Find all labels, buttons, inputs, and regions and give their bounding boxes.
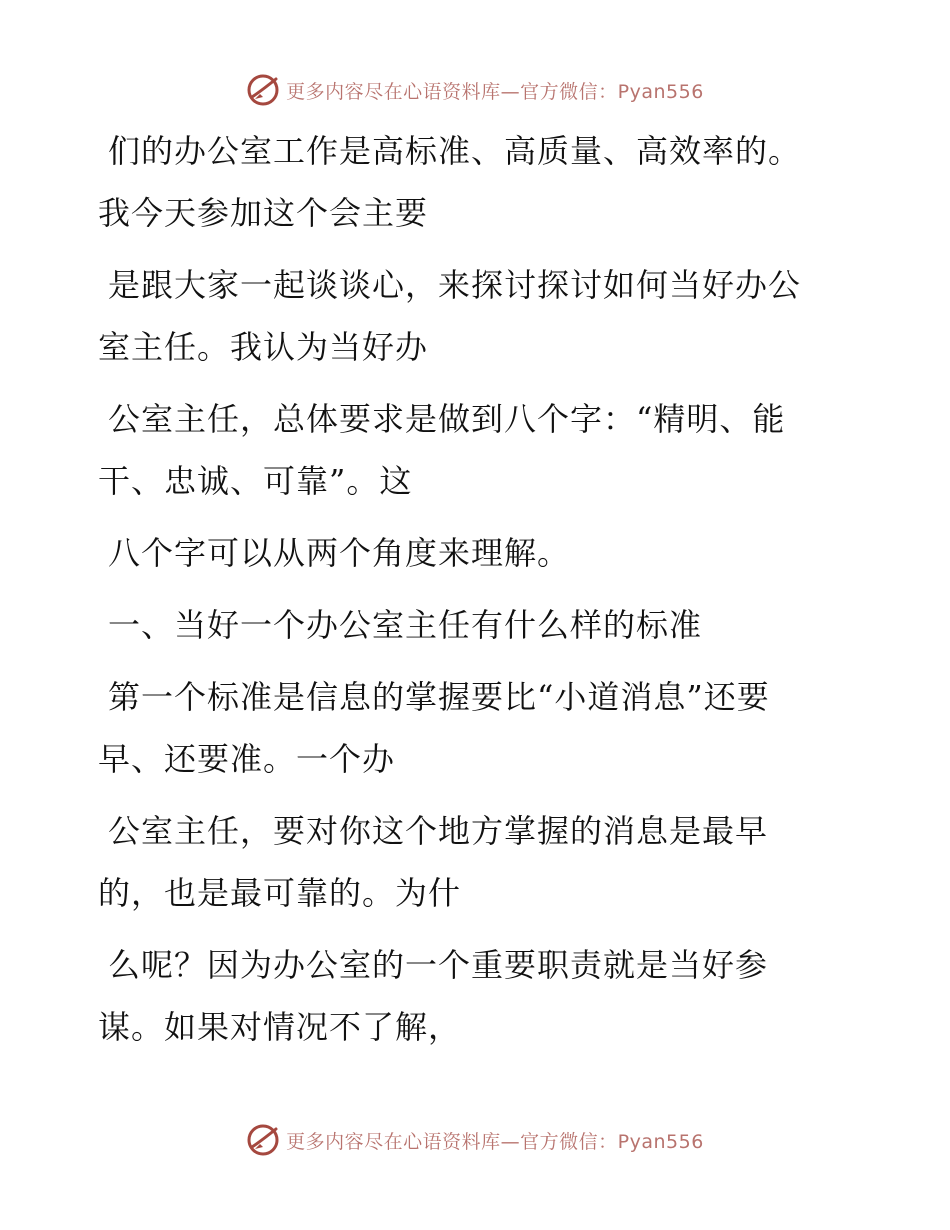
text-line: 谋。如果对情况不了解， — [98, 1008, 462, 1046]
document-body — [98, 120, 858, 1068]
text-line: 一、当好一个办公室主任有什么样的标准 — [108, 606, 703, 644]
header-banner-wechat: Pyan556 — [617, 80, 704, 103]
paragraph — [98, 120, 858, 244]
paragraph — [98, 388, 858, 512]
section-heading — [98, 594, 858, 656]
footer-banner-text — [286, 1127, 704, 1154]
pen-logo-icon — [246, 73, 280, 107]
header-banner-label: 更多内容尽在心语资料库—官方微信： — [286, 80, 618, 103]
text-line: 公室主任，总体要求是做到八个字：“精明、能 — [108, 400, 786, 438]
text-line: 是跟大家一起谈谈心，来探讨探讨如何当好办公 — [108, 266, 802, 304]
paragraph — [98, 666, 858, 790]
text-line: 公室主任，要对你这个地方掌握的消息是最早 — [108, 812, 769, 850]
text-line: 早、还要准。一个办 — [98, 740, 396, 778]
pen-logo-icon — [246, 1123, 280, 1157]
text-line: 么呢？因为办公室的一个重要职责就是当好参 — [108, 946, 769, 984]
paragraph — [98, 254, 858, 378]
footer-banner-label: 更多内容尽在心语资料库—官方微信： — [286, 1130, 618, 1153]
text-line: 第一个标准是信息的掌握要比“小道消息”还要 — [108, 678, 770, 716]
text-line: 的，也是最可靠的。为什 — [98, 874, 462, 912]
footer-banner — [0, 1120, 950, 1160]
header-banner-text — [286, 77, 704, 104]
text-line: 们的办公室工作是高标准、高质量、高效率的。 — [108, 132, 802, 170]
footer-banner-wechat: Pyan556 — [617, 1130, 704, 1153]
paragraph — [98, 934, 858, 1058]
paragraph — [98, 800, 858, 924]
text-line: 干、忠诚、可靠”。这 — [98, 462, 413, 500]
text-line: 我今天参加这个会主要 — [98, 194, 429, 232]
paragraph — [98, 522, 858, 584]
text-line: 室主任。我认为当好办 — [98, 328, 429, 366]
text-line: 八个字可以从两个角度来理解。 — [108, 534, 571, 572]
header-banner — [0, 70, 950, 110]
